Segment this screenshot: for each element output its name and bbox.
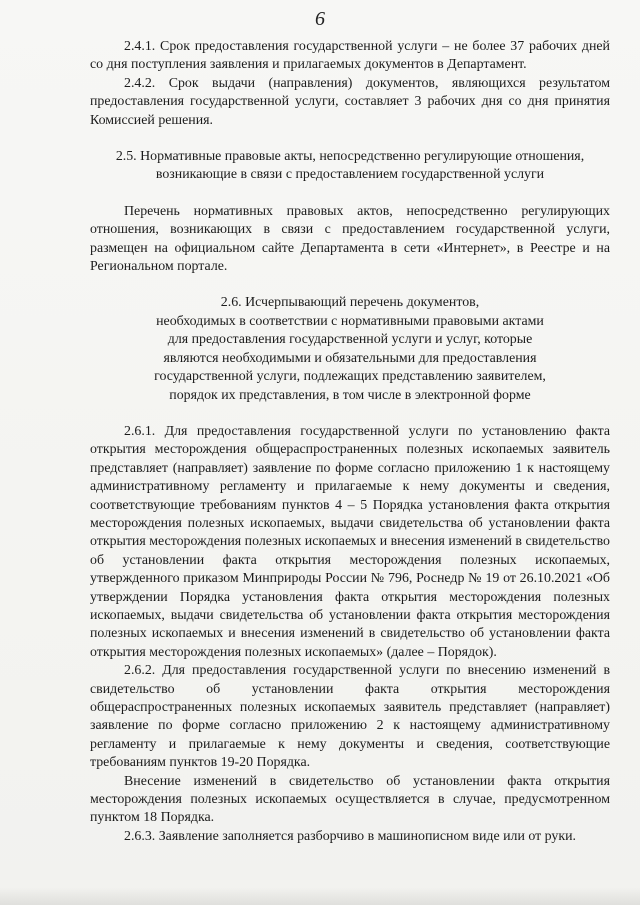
section-heading-2-6-line-6: порядок их представления, в том числе в электронной форме: [169, 387, 531, 403]
paragraph-2-4-2: 2.4.2. Срок выдачи (направления) документов, являющихся результатом предоставления государственной услуги, составляет 3 рабочих дня со дня принятия Комиссией решения.: [90, 75, 610, 128]
section-heading-2-6-line-1: 2.6. Исчерпывающий перечень документов,: [220, 295, 480, 311]
paragraph-2-6-2: 2.6.2. Для предоставления государственной услуги по внесению изменений в свидетельство об установлении факта открытия месторождения общераспространенных полезных ископаемых заявитель представляет (направляет) заявление по форме согласно приложению 2 к настоящему административному регламенту и прилагаемые к нему документы и сведения, соответствующие требованиям пунктов 19-20 Порядка.: [90, 663, 610, 771]
section-heading-2-5: [100, 148, 600, 185]
paragraph-2-4-1: 2.4.1. Срок предоставления государственной услуги – не более 37 рабочих дней со дня поступления заявления и прилагаемых документов в Департамент.: [90, 39, 610, 73]
section-heading-2-6-line-4: являются необходимыми и обязательными для предоставления: [163, 350, 537, 366]
paragraph-2-6-2-b: Внесение изменений в свидетельство об установлении факта открытия месторождения полезных ископаемых осуществляется в случае, предусмотренном пунктом 18 Порядка.: [90, 773, 610, 826]
page-number: 6: [315, 8, 325, 30]
scan-shadow: [0, 887, 640, 905]
paragraph-2-6-3: 2.6.3. Заявление заполняется разборчиво в машинописном виде или от руки.: [124, 828, 577, 844]
section-heading-2-6-line-2: необходимых в соответствии с нормативными правовыми актами: [156, 313, 544, 329]
section-heading-2-5-line-2: возникающие в связи с предоставлением государственной услуги: [155, 167, 545, 183]
section-heading-2-6: [100, 294, 600, 404]
section-heading-2-5-line-1: 2.5. Нормативные правовые акты, непосредственно регулирующие отношения,: [115, 149, 585, 165]
section-heading-2-6-line-3: для предоставления государственной услуги и услуг, которые: [167, 332, 533, 348]
section-heading-2-6-line-5: государственной услуги, подлежащих представлению заявителем,: [154, 369, 546, 385]
paragraph-2-6-1: 2.6.1. Для предоставления государственной услуги по установлению факта открытия месторождения общераспространенных полезных ископаемых заявитель представляет (направляет) заявление по форме согласно приложению 1 к настоящему административному регламенту и прилагаемые к нему документы и сведения, соответствующие требованиям пунктов 4 – 5 Порядка установления факта открытия месторождения полезных ископаемых, выдачи свидетельства об установлении факта открытия месторождения полезных ископаемых и внесения изменений в свидетельство об установлении факта открытия месторождения полезных ископаемых, утвержденного приказом Минприроды России № 796, Роснедр № 19 от 26.10.2021 «Об утверждении Порядка установления факта открытия месторождения полезных ископаемых, выдачи свидетельства об установлении факта открытия месторождения полезных ископаемых и внесения изменений в свидетельство об установлении факта открытия месторождения полезных ископаемых» (далее – Порядок).: [90, 423, 610, 660]
paragraph-2-5-body: Перечень нормативных правовых актов, непосредственно регулирующих отношения, возникающих в связи с предоставлением государственной услуги, размещен на официальном сайте Департамента в сети «Интернет», в Реестре и на Региональном портале.: [90, 203, 610, 275]
